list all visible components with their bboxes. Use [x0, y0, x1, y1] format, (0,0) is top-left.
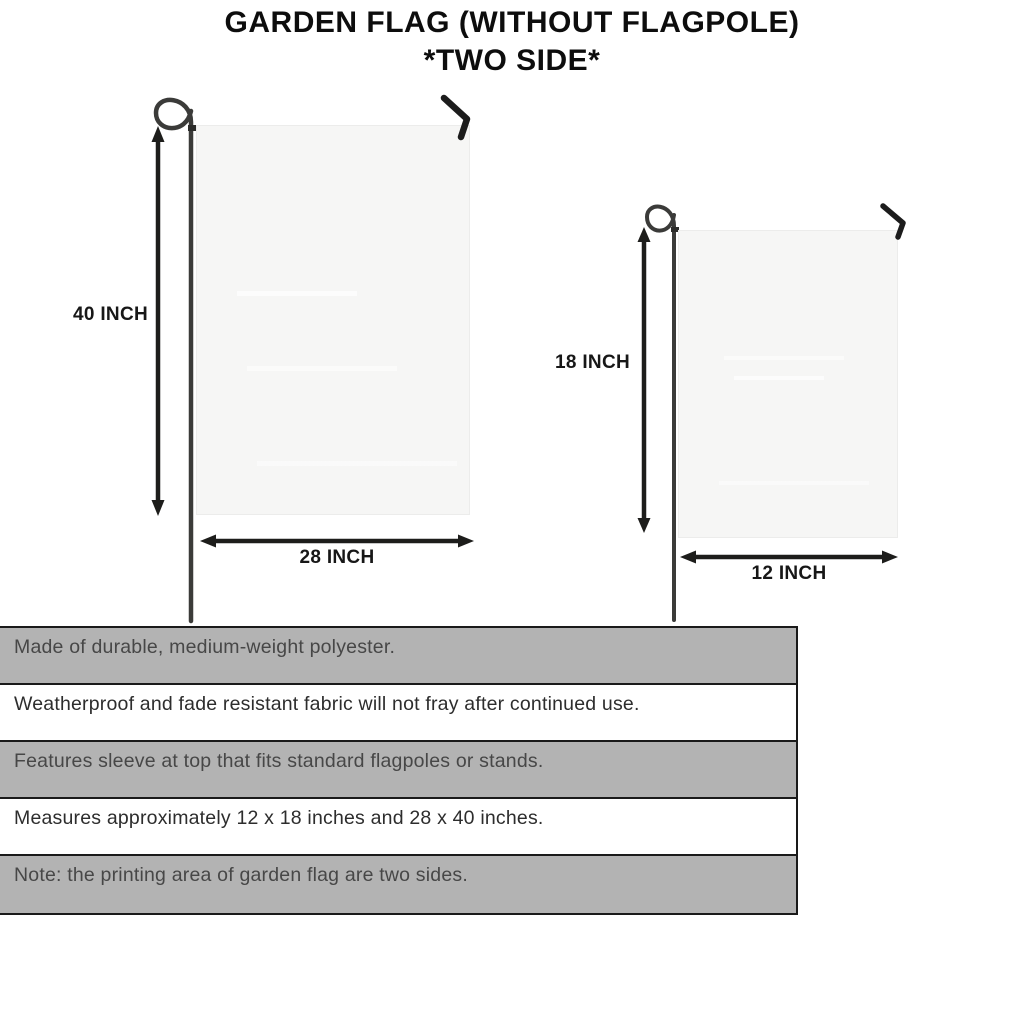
page-title: GARDEN FLAG (WITHOUT FLAGPOLE) — [224, 6, 800, 39]
feature-row-measures: Measures approximately 12 x 18 inches and 28 x 40 inches. — [0, 799, 796, 856]
flag-large — [196, 125, 470, 515]
height-label-small: 18 INCH — [555, 352, 630, 373]
flag-small — [678, 230, 898, 538]
hook-small-icon — [879, 201, 909, 241]
feature-row-weatherproof: Weatherproof and fade resistant fabric will not fray after continued use. — [0, 685, 796, 742]
title-block — [0, 4, 1024, 81]
height-arrow-large — [150, 126, 166, 516]
width-label-large: 28 INCH — [299, 547, 375, 568]
page-subtitle: *TWO SIDE* — [423, 44, 601, 78]
feature-row-note: Note: the printing area of garden flag are two sides. — [0, 856, 796, 913]
feature-row-sleeve: Features sleeve at top that fits standard flagpoles or stands. — [0, 742, 796, 799]
width-label-small: 12 INCH — [751, 563, 827, 584]
features-table — [0, 626, 798, 915]
height-arrow-small — [636, 227, 652, 533]
feature-row-material: Made of durable, medium-weight polyester. — [0, 628, 796, 685]
height-label-large: 40 INCH — [73, 304, 148, 325]
hook-large-icon — [438, 92, 476, 142]
